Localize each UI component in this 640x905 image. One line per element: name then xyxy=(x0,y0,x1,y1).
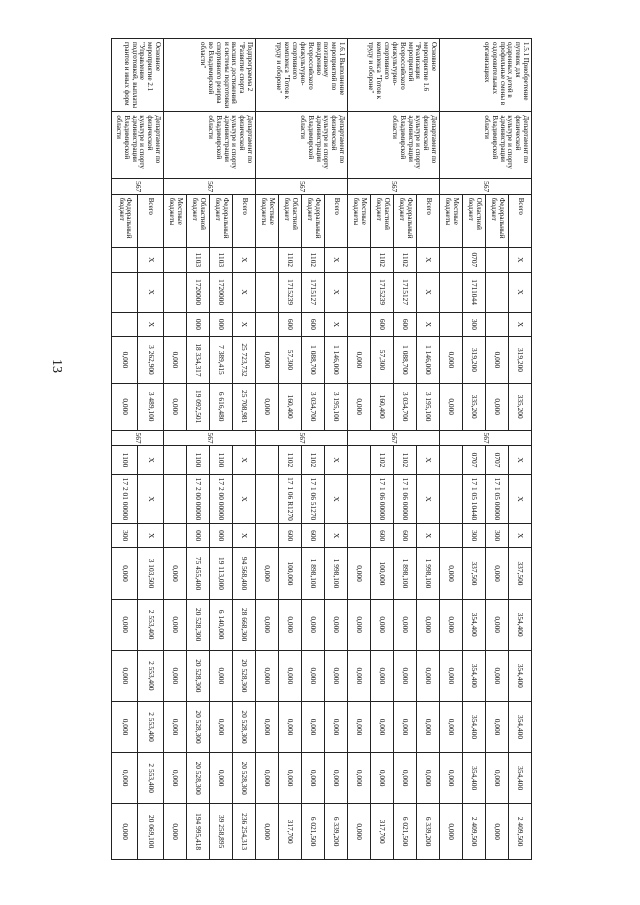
code-cell-2 xyxy=(256,475,279,524)
value-cell: 3 034,700 xyxy=(302,383,325,430)
code-cell-2 xyxy=(348,446,371,475)
funding-source-cell: Областной бюджет xyxy=(187,194,210,247)
value-cell-2: 6 339,200 xyxy=(417,804,440,860)
code-cell: 600 xyxy=(394,312,417,336)
value-cell-2: 354,400 xyxy=(509,599,532,650)
code-cell-2: 0707 xyxy=(463,446,486,475)
value-cell-2: 0,000 xyxy=(164,650,187,701)
value-cell: 25 708,981 xyxy=(233,383,256,430)
value-cell: 0,000 xyxy=(256,337,279,384)
funding-source-cell: Местные бюджеты xyxy=(164,194,187,247)
code-cell-2: X xyxy=(233,475,256,524)
value-cell: 0,000 xyxy=(112,337,138,384)
value-cell: 1 088,700 xyxy=(302,337,325,384)
funding-source-cell: Местные бюджеты xyxy=(440,194,463,247)
value-cell-2: 0,000 xyxy=(417,599,440,650)
value-cell: 18 334,317 xyxy=(187,337,210,384)
grbs-cell-2: 567 xyxy=(256,430,348,446)
value-cell-2: 337,500 xyxy=(509,548,532,599)
code-cell-2 xyxy=(440,523,463,547)
code-cell-2: 17 2 00 00000 xyxy=(210,475,233,524)
value-cell-2: 0,000 xyxy=(112,701,138,752)
code-cell-2: X xyxy=(417,475,440,524)
value-cell-2: 20 528,300 xyxy=(233,650,256,701)
executor-cell: Департамент по физической культуре и спорту администрации Владимирской области xyxy=(440,112,532,179)
value-cell-2: 0,000 xyxy=(112,599,138,650)
grbs-cell: 567 xyxy=(440,179,532,195)
value-cell: 0,000 xyxy=(164,337,187,384)
value-cell-2: 0,000 xyxy=(440,599,463,650)
value-cell-2: 354,400 xyxy=(463,650,486,701)
value-cell-2: 0,000 xyxy=(256,753,279,804)
code-cell-2 xyxy=(164,446,187,475)
code-cell: X xyxy=(138,312,164,336)
value-cell-2: 2 409,500 xyxy=(463,804,486,860)
code-cell: 1103 xyxy=(210,248,233,272)
code-cell: 1715239 xyxy=(279,272,302,312)
value-cell-2: 0,000 xyxy=(112,753,138,804)
code-cell-2 xyxy=(348,475,371,524)
code-cell-2: 17 1 06 00000 xyxy=(394,475,417,524)
value-cell-2: 0,000 xyxy=(325,701,348,752)
code-cell-2: X xyxy=(509,475,532,524)
code-cell xyxy=(112,272,138,312)
code-cell-2: X xyxy=(509,446,532,475)
funding-source-cell: Федеральный бюджет xyxy=(210,194,233,247)
value-cell-2: 3 103,500 xyxy=(138,548,164,599)
executor-cell: Департамент по физической культуре и спорту администрации Владимирской области xyxy=(164,112,256,179)
value-cell-2: 0,000 xyxy=(486,701,509,752)
value-cell-2: 354,400 xyxy=(509,753,532,804)
code-cell xyxy=(348,312,371,336)
code-cell: X xyxy=(509,312,532,336)
code-cell-2 xyxy=(164,523,187,547)
value-cell-2: 2 553,400 xyxy=(138,701,164,752)
code-cell-2: 1100 xyxy=(210,446,233,475)
value-cell: 0,000 xyxy=(256,383,279,430)
table-row xyxy=(417,39,440,860)
grbs-cell: 567 xyxy=(348,179,440,195)
code-cell-2: X xyxy=(417,523,440,547)
value-cell: 3 489,100 xyxy=(138,383,164,430)
executor-cell: Департамент по физической культуре и спорту администрации Владимирской области xyxy=(256,112,348,179)
value-cell-2: 0,000 xyxy=(210,650,233,701)
value-cell-2: 0,000 xyxy=(325,753,348,804)
value-cell-2: 0,000 xyxy=(348,804,371,860)
value-cell-2: 0,000 xyxy=(348,548,371,599)
value-cell: 0,000 xyxy=(486,383,509,430)
code-cell-2: 1102 xyxy=(394,446,417,475)
code-cell-2: 1102 xyxy=(371,446,394,475)
code-cell xyxy=(486,312,509,336)
value-cell-2: 0,000 xyxy=(164,548,187,599)
value-cell-2: 0,000 xyxy=(348,650,371,701)
value-cell-2: 100,000 xyxy=(279,548,302,599)
code-cell: X xyxy=(325,312,348,336)
code-cell xyxy=(440,312,463,336)
funding-source-cell: Всего xyxy=(509,194,532,247)
program-name-cell: Основное мероприятие 1.6 "Реализация мероприятий Всероссийского физкультурно-спортивного комплекса "Готов к труду и обороне" xyxy=(348,39,440,112)
value-cell-2: 317,700 xyxy=(279,804,302,860)
code-cell xyxy=(348,272,371,312)
code-cell: 1102 xyxy=(302,248,325,272)
code-cell xyxy=(112,248,138,272)
code-cell xyxy=(164,272,187,312)
value-cell: 57,300 xyxy=(279,337,302,384)
value-cell-2: 0,000 xyxy=(417,650,440,701)
code-cell: 000 xyxy=(210,312,233,336)
code-cell: 1715239 xyxy=(371,272,394,312)
value-cell-2: 6 021,500 xyxy=(302,804,325,860)
value-cell-2: 0,000 xyxy=(440,701,463,752)
value-cell-2: 194 995,418 xyxy=(187,804,210,860)
code-cell xyxy=(440,248,463,272)
code-cell-2: X xyxy=(138,475,164,524)
code-cell-2 xyxy=(256,523,279,547)
value-cell-2: 2 553,400 xyxy=(138,599,164,650)
program-name-cell: 1.6.1 Выполнение мероприятий по поэтапному внедрению Всероссийского физкультурно-спортивного комплекса "Готов к труду и обороне" xyxy=(256,39,348,112)
code-cell-2: 17 2 01 00000 xyxy=(112,475,138,524)
value-cell-2: 2 553,400 xyxy=(138,650,164,701)
rotated-table-area xyxy=(82,38,532,860)
value-cell: 3 262,900 xyxy=(138,337,164,384)
code-cell-2: X xyxy=(233,446,256,475)
value-cell-2: 317,700 xyxy=(371,804,394,860)
funding-source-cell: Областной бюджет xyxy=(279,194,302,247)
value-cell-2: 20 528,300 xyxy=(187,701,210,752)
value-cell: 57,300 xyxy=(371,337,394,384)
value-cell-2: 0,000 xyxy=(302,701,325,752)
value-cell-2: 2 409,500 xyxy=(509,804,532,860)
value-cell: 0,000 xyxy=(164,383,187,430)
code-cell xyxy=(164,312,187,336)
value-cell-2: 0,000 xyxy=(302,650,325,701)
code-cell-2: 000 xyxy=(187,523,210,547)
value-cell-2: 354,400 xyxy=(463,701,486,752)
value-cell: 0,000 xyxy=(440,337,463,384)
funding-source-cell: Всего xyxy=(233,194,256,247)
value-cell-2: 0,000 xyxy=(348,753,371,804)
table-row xyxy=(233,39,256,860)
code-cell-2: 1102 xyxy=(279,446,302,475)
code-cell xyxy=(164,248,187,272)
value-cell-2: 0,000 xyxy=(486,753,509,804)
value-cell-2: 0,000 xyxy=(394,650,417,701)
value-cell-2: 1 898,100 xyxy=(394,548,417,599)
value-cell-2: 0,000 xyxy=(164,804,187,860)
code-cell xyxy=(486,248,509,272)
code-cell: 600 xyxy=(302,312,325,336)
code-cell: 1720000 xyxy=(187,272,210,312)
code-cell-2: X xyxy=(325,475,348,524)
code-cell-2: X xyxy=(325,446,348,475)
value-cell-2: 0,000 xyxy=(486,804,509,860)
code-cell-2 xyxy=(164,475,187,524)
value-cell: 7 389,415 xyxy=(210,337,233,384)
value-cell-2: 0,000 xyxy=(164,753,187,804)
value-cell-2: 0,000 xyxy=(348,599,371,650)
value-cell-2: 0,000 xyxy=(417,753,440,804)
code-cell: X xyxy=(509,248,532,272)
page-number: 13 xyxy=(49,359,64,373)
code-cell-2 xyxy=(256,446,279,475)
value-cell-2: 0,000 xyxy=(440,804,463,860)
value-cell-2: 0,000 xyxy=(440,548,463,599)
value-cell-2: 2 553,400 xyxy=(138,753,164,804)
value-cell-2: 0,000 xyxy=(394,753,417,804)
value-cell-2: 354,400 xyxy=(509,701,532,752)
grbs-cell-2: 567 xyxy=(440,430,532,446)
code-cell xyxy=(256,248,279,272)
value-cell-2: 0,000 xyxy=(417,701,440,752)
code-cell-2: 300 xyxy=(486,523,509,547)
value-cell: 160,400 xyxy=(371,383,394,430)
code-cell xyxy=(348,248,371,272)
funding-source-cell: Местные бюджеты xyxy=(256,194,279,247)
code-cell: 0707 xyxy=(463,248,486,272)
value-cell-2: 0,000 xyxy=(371,650,394,701)
code-cell: 300 xyxy=(463,312,486,336)
executor-cell: Департамент по физической культуре и спорту администрации Владимирской области xyxy=(348,112,440,179)
value-cell-2: 0,000 xyxy=(256,548,279,599)
funding-source-cell: Федеральный бюджет xyxy=(486,194,509,247)
funding-source-cell: Федеральный бюджет xyxy=(302,194,325,247)
value-cell-2: 19 113,000 xyxy=(210,548,233,599)
value-cell: 1 146,000 xyxy=(325,337,348,384)
value-cell: 3 195,100 xyxy=(417,383,440,430)
value-cell-2: 0,000 xyxy=(371,599,394,650)
code-cell-2: 600 xyxy=(279,523,302,547)
value-cell-2: 0,000 xyxy=(486,650,509,701)
value-cell: 335,200 xyxy=(463,383,486,430)
value-cell: 0,000 xyxy=(348,337,371,384)
value-cell-2: 1 998,100 xyxy=(325,548,348,599)
program-name-cell: 1.5.1 Приобретение путевок для одаренных детей в профильные смены в оздоровительных организациях xyxy=(440,39,532,112)
value-cell-2: 354,400 xyxy=(463,599,486,650)
value-cell-2: 6 021,500 xyxy=(394,804,417,860)
code-cell: X xyxy=(325,272,348,312)
value-cell: 6 616,480 xyxy=(210,383,233,430)
program-name-cell: Подпрограмма 2 "Развитие спорта высших достижений и системы подготовки спортивного резерва во Владимирской области" xyxy=(164,39,256,112)
value-cell: 160,400 xyxy=(279,383,302,430)
value-cell-2: 0,000 xyxy=(164,599,187,650)
value-cell-2: 0,000 xyxy=(210,753,233,804)
code-cell: X xyxy=(325,248,348,272)
value-cell-2: 0,000 xyxy=(279,753,302,804)
code-cell xyxy=(256,312,279,336)
code-cell: 1715127 xyxy=(394,272,417,312)
funding-source-cell: Местные бюджеты xyxy=(348,194,371,247)
value-cell-2: 0,000 xyxy=(210,701,233,752)
value-cell-2: 0,000 xyxy=(302,753,325,804)
code-cell: 1720000 xyxy=(210,272,233,312)
code-cell-2: 17 1 05 00000 xyxy=(486,475,509,524)
value-cell: 19 092,501 xyxy=(187,383,210,430)
value-cell-2: 0,000 xyxy=(440,650,463,701)
grbs-cell-2: 567 xyxy=(348,430,440,446)
value-cell-2: 1 998,100 xyxy=(417,548,440,599)
code-cell xyxy=(440,272,463,312)
value-cell-2: 0,000 xyxy=(371,753,394,804)
value-cell-2: 0,000 xyxy=(164,701,187,752)
value-cell-2: 354,400 xyxy=(509,650,532,701)
value-cell-2: 0,000 xyxy=(112,548,138,599)
value-cell-2: 20 528,300 xyxy=(233,753,256,804)
code-cell-2: 1100 xyxy=(112,446,138,475)
budget-table xyxy=(111,38,532,860)
code-cell: X xyxy=(417,248,440,272)
value-cell-2: 20 528,300 xyxy=(187,650,210,701)
value-cell-2: 0,000 xyxy=(256,804,279,860)
code-cell-2 xyxy=(348,523,371,547)
code-cell-2: X xyxy=(325,523,348,547)
code-cell: X xyxy=(417,272,440,312)
code-cell: 1711044 xyxy=(463,272,486,312)
value-cell-2: 0,000 xyxy=(348,701,371,752)
funding-source-cell: Областной бюджет xyxy=(463,194,486,247)
code-cell-2 xyxy=(440,475,463,524)
code-cell-2: X xyxy=(509,523,532,547)
code-cell: 1102 xyxy=(394,248,417,272)
value-cell: 335,200 xyxy=(509,383,532,430)
value-cell: 0,000 xyxy=(348,383,371,430)
value-cell-2: 0,000 xyxy=(302,599,325,650)
funding-source-cell: Федеральный бюджет xyxy=(394,194,417,247)
value-cell-2: 75 455,400 xyxy=(187,548,210,599)
value-cell-2: 0,000 xyxy=(325,599,348,650)
code-cell-2: 17 1 05 10440 xyxy=(463,475,486,524)
value-cell-2: 0,000 xyxy=(394,701,417,752)
grbs-cell: 567 xyxy=(112,179,164,195)
executor-cell: Департамент по физической культуре и спорту администрации Владимирской области xyxy=(112,112,164,179)
value-cell-2: 20 528,300 xyxy=(187,753,210,804)
code-cell: X xyxy=(233,272,256,312)
code-cell-2 xyxy=(440,446,463,475)
code-cell xyxy=(486,272,509,312)
value-cell-2: 0,000 xyxy=(256,599,279,650)
code-cell: 600 xyxy=(279,312,302,336)
code-cell-2: 1100 xyxy=(187,446,210,475)
value-cell-2: 0,000 xyxy=(486,548,509,599)
value-cell-2: 39 258,895 xyxy=(210,804,233,860)
code-cell: 000 xyxy=(187,312,210,336)
code-cell-2: 17 1 06 00000 xyxy=(371,475,394,524)
code-cell: 1103 xyxy=(187,248,210,272)
code-cell-2: X xyxy=(138,446,164,475)
code-cell: 1102 xyxy=(279,248,302,272)
table-row xyxy=(138,39,164,860)
grbs-cell-2: 567 xyxy=(164,430,256,446)
code-cell-2: 0707 xyxy=(486,446,509,475)
code-cell-2: 300 xyxy=(112,523,138,547)
code-cell xyxy=(256,272,279,312)
value-cell: 0,000 xyxy=(486,337,509,384)
code-cell: X xyxy=(138,248,164,272)
value-cell-2: 100,000 xyxy=(371,548,394,599)
code-cell-2: 600 xyxy=(394,523,417,547)
code-cell-2: X xyxy=(138,523,164,547)
code-cell: X xyxy=(233,312,256,336)
value-cell-2: 0,000 xyxy=(279,599,302,650)
code-cell-2: X xyxy=(233,523,256,547)
value-cell-2: 0,000 xyxy=(371,701,394,752)
value-cell-2: 236 254,313 xyxy=(233,804,256,860)
value-cell-2: 0,000 xyxy=(325,650,348,701)
grbs-cell: 567 xyxy=(256,179,348,195)
value-cell: 0,000 xyxy=(112,383,138,430)
value-cell-2: 0,000 xyxy=(486,599,509,650)
value-cell: 319,200 xyxy=(463,337,486,384)
value-cell: 1 146,000 xyxy=(417,337,440,384)
code-cell: 1102 xyxy=(371,248,394,272)
code-cell-2: 17 2 00 00000 xyxy=(187,475,210,524)
value-cell-2: 6 140,000 xyxy=(210,599,233,650)
value-cell-2: 20 069,100 xyxy=(138,804,164,860)
value-cell-2: 20 528,300 xyxy=(233,701,256,752)
value-cell-2: 28 668,300 xyxy=(233,599,256,650)
funding-source-cell: Всего xyxy=(417,194,440,247)
code-cell-2: 17 1 06 51270 xyxy=(302,475,325,524)
value-cell: 0,000 xyxy=(440,383,463,430)
funding-source-cell: Областной бюджет xyxy=(371,194,394,247)
value-cell-2: 354,400 xyxy=(463,753,486,804)
code-cell-2: 600 xyxy=(302,523,325,547)
table-row xyxy=(509,39,532,860)
code-cell-2: 600 xyxy=(371,523,394,547)
code-cell-2: 300 xyxy=(463,523,486,547)
value-cell: 1 088,700 xyxy=(394,337,417,384)
program-name-cell: Основное мероприятие 2.1 "Управление подготовкой, выплаты грантов и иных форм xyxy=(112,39,164,112)
value-cell-2: 0,000 xyxy=(440,753,463,804)
grbs-cell: 567 xyxy=(164,179,256,195)
table-row xyxy=(325,39,348,860)
code-cell: X xyxy=(138,272,164,312)
value-cell-2: 0,000 xyxy=(112,650,138,701)
value-cell: 25 723,732 xyxy=(233,337,256,384)
code-cell: 600 xyxy=(371,312,394,336)
value-cell-2: 0,000 xyxy=(394,599,417,650)
funding-source-cell: Всего xyxy=(325,194,348,247)
code-cell: 1715127 xyxy=(302,272,325,312)
value-cell-2: 0,000 xyxy=(112,804,138,860)
value-cell-2: 6 339,200 xyxy=(325,804,348,860)
value-cell-2: 337,500 xyxy=(463,548,486,599)
code-cell: X xyxy=(509,272,532,312)
value-cell-2: 94 568,400 xyxy=(233,548,256,599)
value-cell: 3 195,100 xyxy=(325,383,348,430)
code-cell-2: 1102 xyxy=(302,446,325,475)
code-cell: X xyxy=(417,312,440,336)
code-cell-2: 17 1 06 R1270 xyxy=(279,475,302,524)
value-cell-2: 20 528,300 xyxy=(187,599,210,650)
value-cell: 319,200 xyxy=(509,337,532,384)
code-cell-2: X xyxy=(417,446,440,475)
value-cell: 3 034,700 xyxy=(394,383,417,430)
value-cell-2: 0,000 xyxy=(256,701,279,752)
value-cell-2: 0,000 xyxy=(256,650,279,701)
funding-source-cell: Всего xyxy=(138,194,164,247)
code-cell: X xyxy=(233,248,256,272)
code-cell-2: 000 xyxy=(210,523,233,547)
grbs-cell-2: 567 xyxy=(112,430,164,446)
value-cell-2: 0,000 xyxy=(279,701,302,752)
code-cell xyxy=(112,312,138,336)
value-cell-2: 0,000 xyxy=(279,650,302,701)
value-cell-2: 1 898,100 xyxy=(302,548,325,599)
funding-source-cell: Федеральный бюджет xyxy=(112,194,138,247)
